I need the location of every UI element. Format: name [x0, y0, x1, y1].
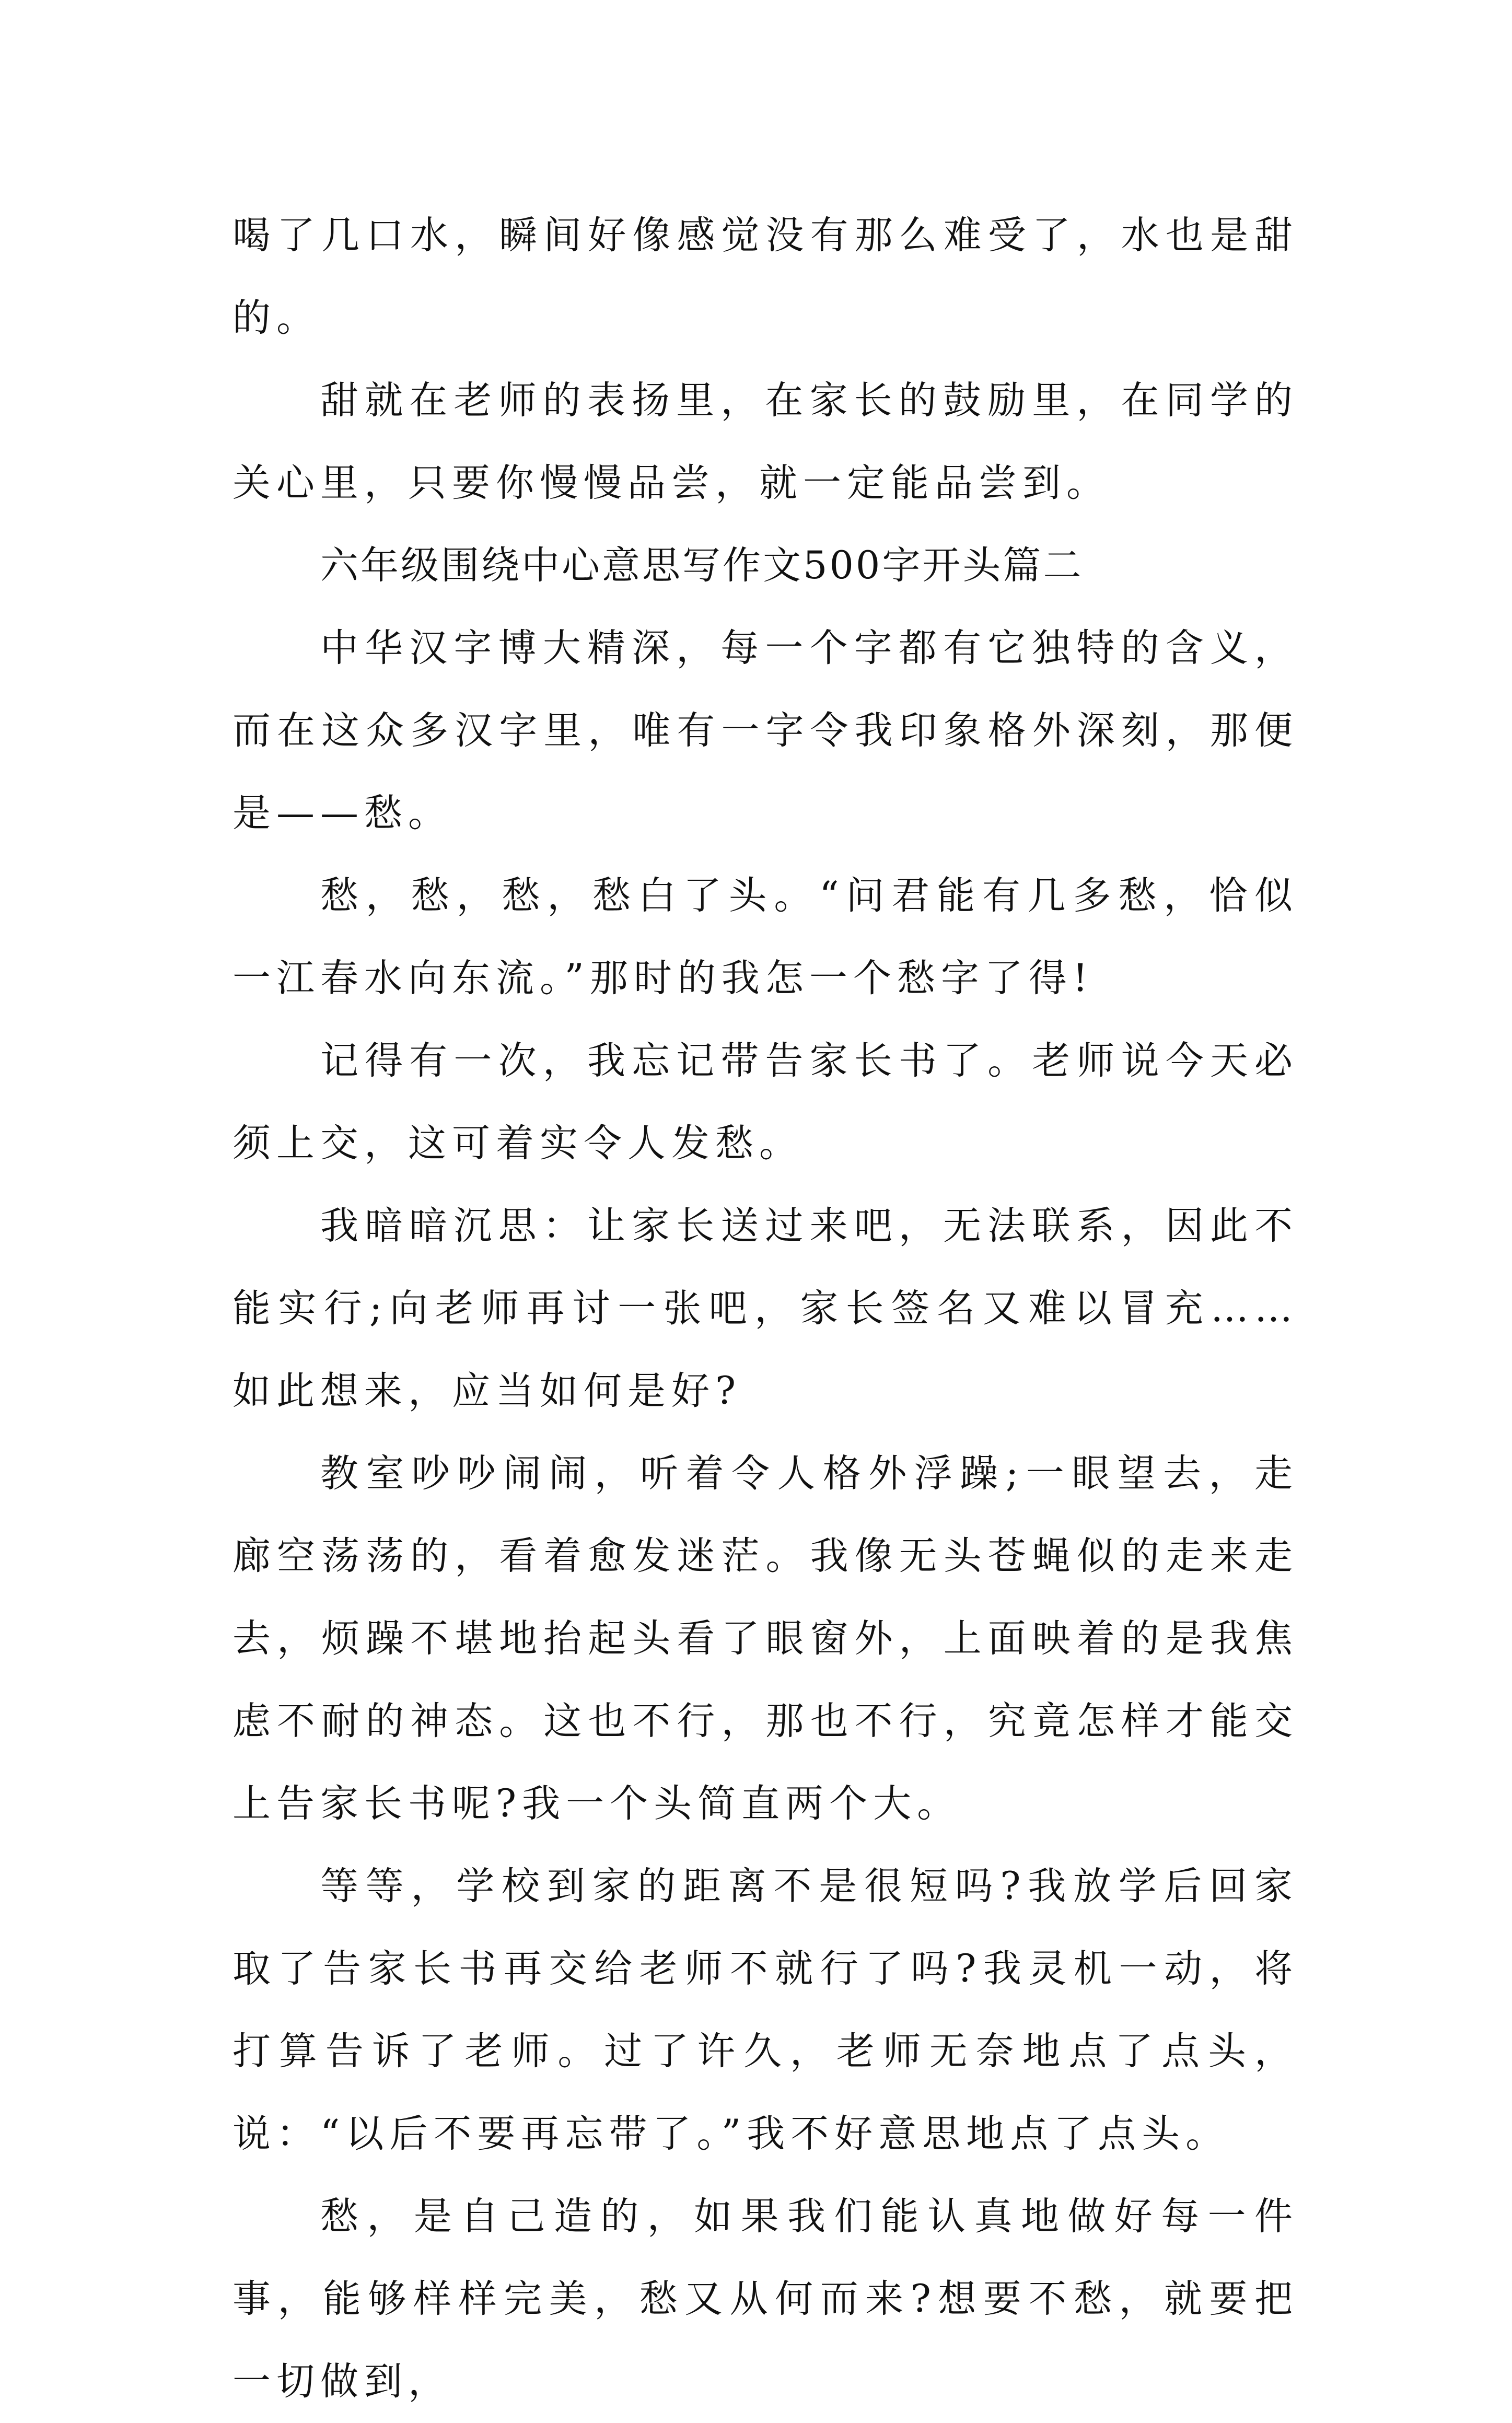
paragraph-4: 愁，愁，愁，愁白了头。“问君能有几多愁，恰似一江春水向东流。”那时的我怎一个愁字了得!: [232, 873, 1298, 1000]
paragraph-2: 甜就在老师的表扬里，在家长的鼓励里，在同学的关心里，只要你慢慢品尝，就一定能品尝到。: [232, 378, 1298, 505]
document-page: [232, 194, 1298, 2423]
paragraph-8: 等等，学校到家的距离不是很短吗?我放学后回家取了告家长书再交给老师不就行了吗?我灵机一动，将打算告诉了老师。过了许久，老师无奈地点了点头，说：“以后不要再忘带了。”我不好意思地点了点头。: [232, 1864, 1298, 2156]
paragraph-1: 喝了几口水，瞬间好像感觉没有那么难受了，水也是甜的。: [232, 213, 1298, 340]
section-heading: 六年级围绕中心意思写作文500字开头篇二: [320, 543, 1084, 588]
paragraph-3: 中华汉字博大精深，每一个字都有它独特的含义，而在这众多汉字里，唯有一字令我印象格外深刻，那便是——愁。: [232, 626, 1298, 835]
paragraph-9: 愁，是自己造的，如果我们能认真地做好每一件事，能够样样完美，愁又从何而来?想要不愁，就要把一切做到，: [232, 2194, 1298, 2404]
paragraph-5: 记得有一次，我忘记带告家长书了。老师说今天必须上交，这可着实令人发愁。: [232, 1039, 1298, 1166]
paragraph-7: 教室吵吵闹闹，听着令人格外浮躁;一眼望去，走廊空荡荡的，看着愈发迷茫。我像无头苍蝇似的走来走去，烦躁不堪地抬起头看了眼窗外，上面映着的是我焦虑不耐的神态。这也不行，那也不行，究竟怎样才能交上告家长书呢?我一个头简直两个大。: [232, 1451, 1298, 1826]
paragraph-6: 我暗暗沉思：让家长送过来吧，无法联系，因此不能实行;向老师再讨一张吧，家长签名又难以冒充……如此想来，应当如何是好?: [232, 1204, 1298, 1413]
